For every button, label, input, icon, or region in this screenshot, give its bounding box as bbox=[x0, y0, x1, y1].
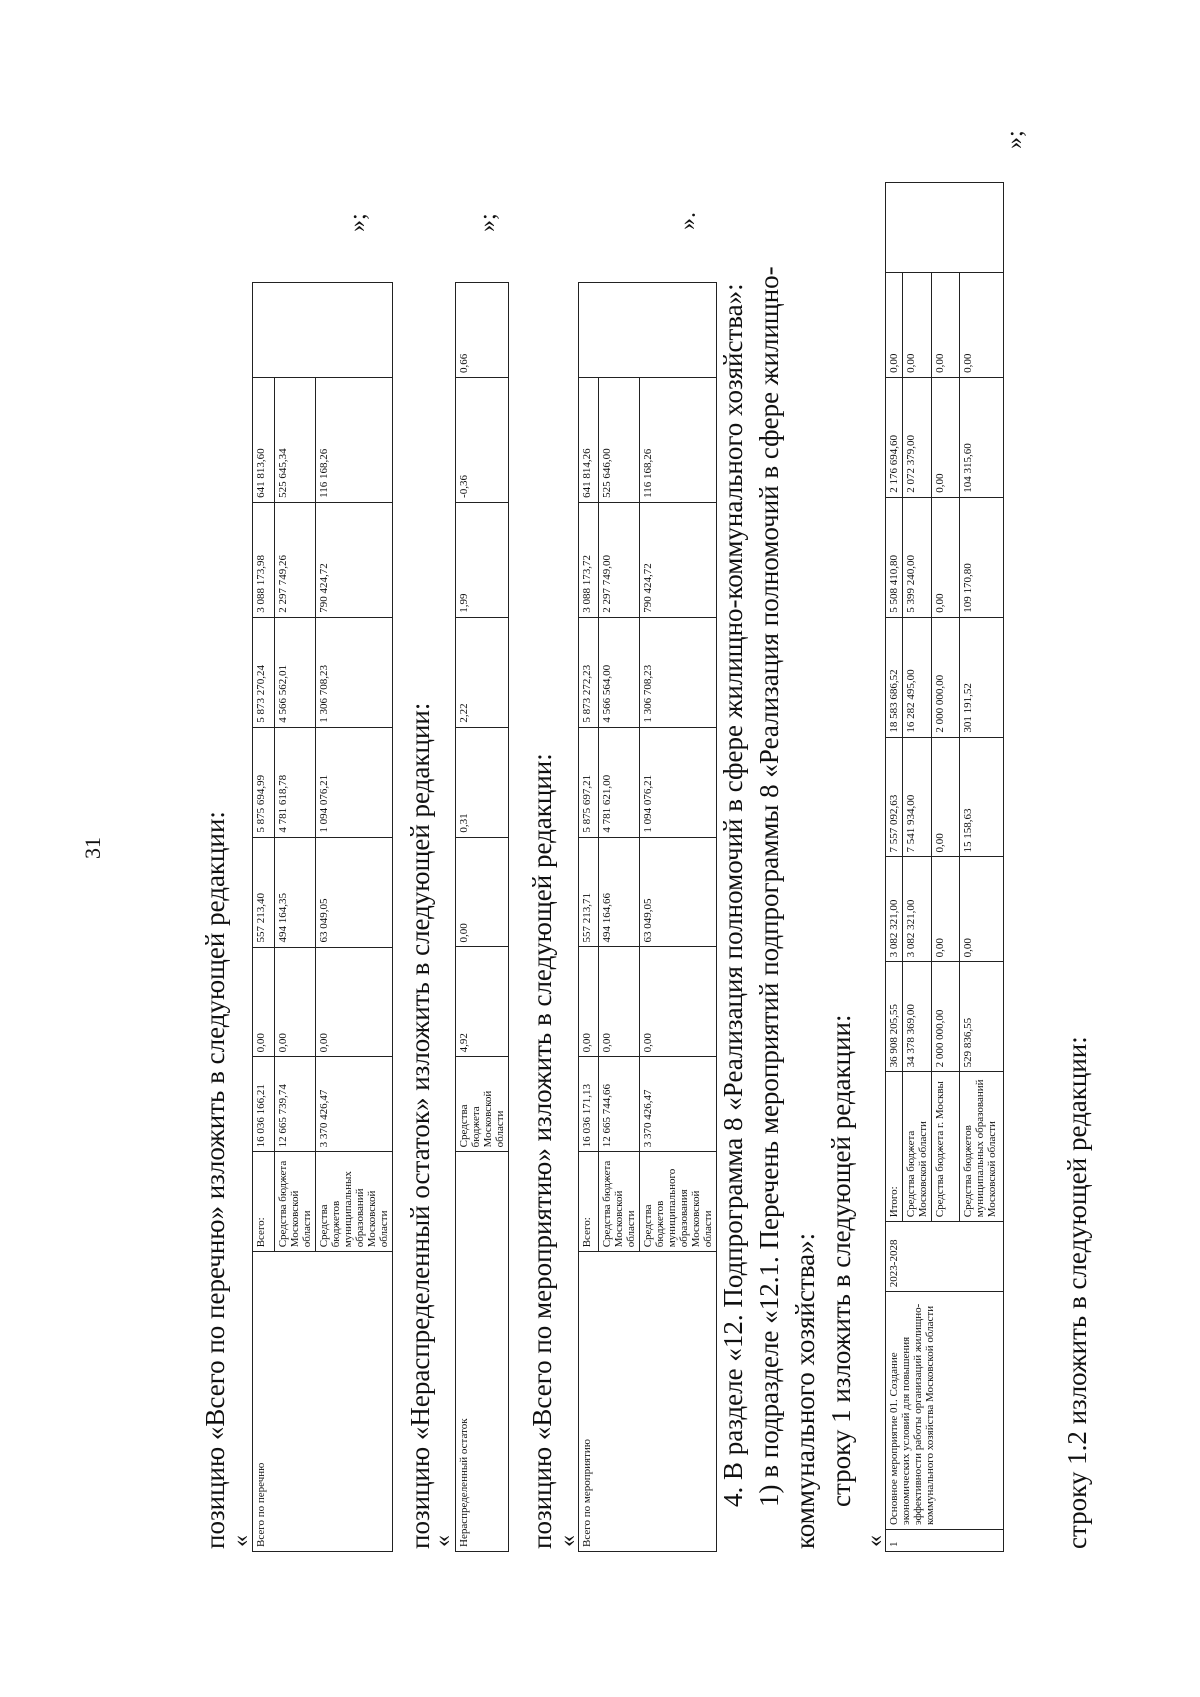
cell: 641 813,60 bbox=[253, 378, 275, 503]
cell: 5 875 697,21 bbox=[579, 727, 599, 837]
cell: 0,00 bbox=[932, 857, 960, 962]
page-number: 31 bbox=[80, 837, 105, 859]
cell: 0,00 bbox=[932, 497, 960, 617]
cell: 3 088 173,98 bbox=[253, 502, 275, 617]
cell: 641 814,26 bbox=[579, 377, 599, 502]
block3-src-1: Средства бюджета Московской области bbox=[599, 1152, 640, 1252]
cell: 0,00 bbox=[960, 857, 1004, 962]
cell: 3 082 321,00 bbox=[886, 857, 903, 962]
cell: 0,00 bbox=[903, 272, 932, 377]
cell: 4 781 621,00 bbox=[599, 727, 640, 837]
block1-quote-close: »; bbox=[345, 213, 371, 232]
cell: -0,36 bbox=[456, 377, 509, 502]
block2-quote-open: « bbox=[430, 1535, 456, 1547]
cell: 1 306 708,23 bbox=[640, 617, 717, 727]
cell: 63 049,05 bbox=[316, 837, 393, 947]
cell: 525 646,00 bbox=[599, 377, 640, 502]
cell: 5 399 240,00 bbox=[903, 497, 932, 617]
cell: 0,00 bbox=[886, 272, 903, 377]
cell: 2 297 749,00 bbox=[599, 502, 640, 617]
cell: 5 873 272,23 bbox=[579, 617, 599, 727]
block1-src-1: Средства бюджета Московской области bbox=[275, 1152, 316, 1252]
cell: 18 583 686,52 bbox=[886, 617, 903, 737]
final-line: строку 1.2 изложить в следующей редакции: bbox=[1062, 1036, 1092, 1549]
block4-name: Основное мероприятие 01. Создание экономических условий для повышения эффективности работы организаций жилищно-коммунального хозяйства Московской области bbox=[886, 1292, 1004, 1530]
block1-quote-open: « bbox=[228, 1535, 254, 1547]
cell: 0,00 bbox=[932, 737, 960, 857]
cell: 15 158,63 bbox=[960, 737, 1004, 857]
cell: 4 566 562,01 bbox=[275, 617, 316, 727]
cell: 0,00 bbox=[932, 272, 960, 377]
block3-label: Всего по мероприятию bbox=[579, 1252, 717, 1552]
cell: 0,00 bbox=[640, 947, 717, 1057]
cell: 0,00 bbox=[932, 377, 960, 497]
cell: 2 072 379,00 bbox=[903, 377, 932, 497]
block4-period: 2023-2028 bbox=[886, 1222, 1004, 1292]
cell: 63 049,05 bbox=[640, 837, 717, 947]
cell: 2 000 000,00 bbox=[932, 962, 960, 1072]
block1-src-2: Средства бюджетов муниципальных образований Московской области bbox=[316, 1152, 393, 1252]
block3-quote-open: « bbox=[555, 1535, 581, 1547]
cell: 12 665 744,66 bbox=[599, 1057, 640, 1152]
cell: 1 094 076,21 bbox=[316, 727, 393, 837]
cell: 7 557 092,63 bbox=[886, 737, 903, 857]
cell: 109 170,80 bbox=[960, 497, 1004, 617]
cell: 7 541 934,00 bbox=[903, 737, 932, 857]
cell: 0,66 bbox=[456, 283, 509, 378]
block2-table bbox=[455, 282, 509, 1552]
cell: 16 282 495,00 bbox=[903, 617, 932, 737]
block4-src-1: Средства бюджета Московской области bbox=[903, 1072, 932, 1222]
cell: 104 315,60 bbox=[960, 377, 1004, 497]
cell: 301 191,52 bbox=[960, 617, 1004, 737]
cell: 1 306 708,23 bbox=[316, 617, 393, 727]
cell: 0,31 bbox=[456, 727, 509, 837]
cell: 2 000 000,00 bbox=[932, 617, 960, 737]
block3-quote-close: ». bbox=[675, 212, 701, 230]
section4-p1-line2: коммунального хозяйства»: bbox=[790, 1232, 820, 1549]
block2-intro: позицию «Нераспределенный остаток» изложить в следующей редакции: bbox=[405, 702, 435, 1549]
cell: 0,00 bbox=[275, 947, 316, 1057]
cell: 36 908 205,55 bbox=[886, 962, 903, 1072]
block1-intro: позицию «Всего по перечню» изложить в следующей редакции: bbox=[200, 811, 230, 1549]
cell: 1 094 076,21 bbox=[640, 727, 717, 837]
cell: 5 508 410,80 bbox=[886, 497, 903, 617]
block1-table bbox=[252, 282, 393, 1552]
cell: 3 370 426,47 bbox=[640, 1057, 717, 1152]
block4-quote-open: « bbox=[862, 1535, 888, 1547]
cell: 1,99 bbox=[456, 502, 509, 617]
block3-empty bbox=[579, 283, 717, 378]
cell: 34 378 369,00 bbox=[903, 962, 932, 1072]
cell: 16 036 171,13 bbox=[579, 1057, 599, 1152]
block4-empty bbox=[886, 183, 1004, 273]
block3-table bbox=[578, 282, 717, 1552]
cell: 494 164,35 bbox=[275, 837, 316, 947]
block4-src-3: Средства бюджетов муниципальных образований Московской области bbox=[960, 1072, 1004, 1222]
block4-table bbox=[885, 182, 1004, 1552]
cell: 5 873 270,24 bbox=[253, 617, 275, 727]
cell: 0,00 bbox=[253, 947, 275, 1057]
cell: 790 424,72 bbox=[640, 502, 717, 617]
cell: 0,00 bbox=[456, 837, 509, 947]
block4-num: 1 bbox=[886, 1530, 1004, 1552]
block1-empty bbox=[253, 283, 393, 378]
cell: 3 082 321,00 bbox=[903, 857, 932, 962]
cell: 16 036 166,21 bbox=[253, 1057, 275, 1152]
section4-p1-line1: 1) в подразделе «12.1. Перечень мероприятий подпрограммы 8 «Реализация полномочий в сфере жилищно- bbox=[754, 266, 784, 1507]
section4-p2: строку 1 изложить в следующей редакции: bbox=[826, 1014, 856, 1507]
cell: 494 164,66 bbox=[599, 837, 640, 947]
block2-label: Нераспределенный остаток bbox=[456, 1152, 509, 1552]
cell: 0,00 bbox=[599, 947, 640, 1057]
cell: 4,92 bbox=[456, 947, 509, 1057]
block2-quote-close: »; bbox=[475, 213, 501, 232]
block3-src-2: Средства бюджетов муниципального образования Московской области bbox=[640, 1152, 717, 1252]
cell: 12 665 739,74 bbox=[275, 1057, 316, 1152]
block3-intro: позицию «Всего по мероприятию» изложить в следующей редакции: bbox=[527, 753, 557, 1549]
cell: 3 370 426,47 bbox=[316, 1057, 393, 1152]
cell: 4 566 564,00 bbox=[599, 617, 640, 727]
block4-quote-close: »; bbox=[1002, 130, 1028, 149]
block1-label: Всего по перечню bbox=[253, 1252, 393, 1552]
cell: 116 168,26 bbox=[316, 378, 393, 503]
cell: 116 168,26 bbox=[640, 377, 717, 502]
block4-src-2: Средства бюджета г. Москвы bbox=[932, 1072, 960, 1222]
cell: 3 088 173,72 bbox=[579, 502, 599, 617]
cell: 525 645,34 bbox=[275, 378, 316, 503]
block3-src-0: Всего: bbox=[579, 1152, 599, 1252]
cell: 0,00 bbox=[960, 272, 1004, 377]
cell: 557 213,40 bbox=[253, 837, 275, 947]
cell: 557 213,71 bbox=[579, 837, 599, 947]
block4-src-0: Итого: bbox=[886, 1072, 903, 1222]
cell: 5 875 694,99 bbox=[253, 727, 275, 837]
section4-heading: 4. В разделе «12. Подпрограмма 8 «Реализация полномочий в сфере жилищно-коммунального хозяйства»: bbox=[718, 283, 748, 1507]
cell: 2 297 749,26 bbox=[275, 502, 316, 617]
cell: 529 836,55 bbox=[960, 962, 1004, 1072]
block1-src-0: Всего: bbox=[253, 1152, 275, 1252]
block2-src: Средства бюджета Московской области bbox=[456, 1057, 509, 1152]
cell: 2,22 bbox=[456, 617, 509, 727]
cell: 0,00 bbox=[579, 947, 599, 1057]
cell: 4 781 618,78 bbox=[275, 727, 316, 837]
cell: 2 176 694,60 bbox=[886, 377, 903, 497]
cell: 0,00 bbox=[316, 947, 393, 1057]
cell: 790 424,72 bbox=[316, 502, 393, 617]
